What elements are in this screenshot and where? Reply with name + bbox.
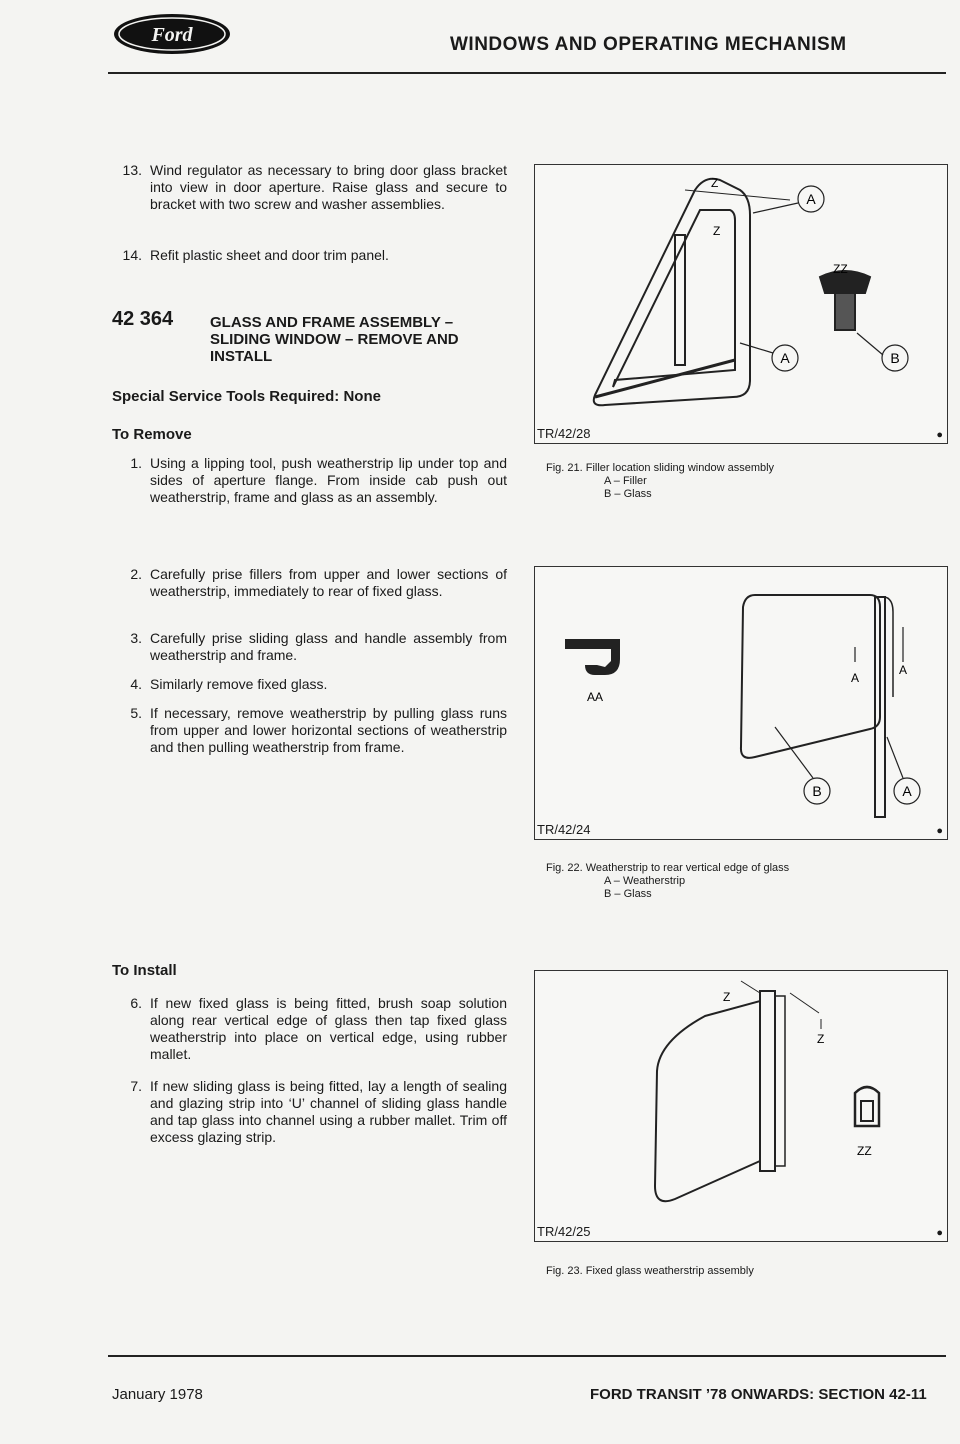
step-number: 13. — [122, 162, 142, 178]
fig23-label-z: Z — [723, 990, 731, 1004]
step-number: 1. — [130, 455, 142, 471]
fig21-label-z: Z — [711, 176, 719, 190]
fig22-label-a-inner: A — [851, 671, 860, 685]
step-text: Carefully prise fillers from upper and lower sections of weatherstrip, immediately to rear of fixed glass. — [150, 566, 507, 599]
step-number: 14. — [122, 247, 142, 263]
step-3 — [112, 630, 507, 664]
caption-item: B – Glass — [604, 888, 652, 900]
fig22-label-b: B — [812, 783, 822, 799]
remove-heading: To Remove — [112, 426, 192, 443]
step-1 — [112, 455, 507, 506]
step-text: Refit plastic sheet and door trim panel. — [150, 247, 389, 263]
fig21-label-b: B — [890, 350, 900, 366]
fig-21-illustration — [535, 165, 947, 443]
header-divider — [108, 72, 946, 74]
step-number: 4. — [130, 676, 142, 692]
fig22-label-aa: AA — [587, 690, 604, 704]
step-number: 6. — [130, 995, 142, 1011]
step-text: If new sliding glass is being fitted, lay a length of sealing and glazing strip into ‘U’ channel of sliding glass handle and tap glass into channel using a rubber mallet. Trim off excess glazing strip. — [150, 1078, 507, 1145]
figure-mark: ● — [936, 825, 943, 837]
fig-22-illustration — [535, 567, 947, 839]
fig23-label-zz: ZZ — [857, 1144, 872, 1158]
step-14 — [112, 247, 507, 264]
fig21-label-a: A — [806, 191, 816, 207]
install-heading: To Install — [112, 962, 177, 979]
figure-23 — [534, 970, 948, 1242]
step-text: If necessary, remove weatherstrip by pulling glass runs from upper and lower horizontal sections of weatherstrip and then pulling weatherstrip from frame. — [150, 705, 507, 755]
caption-title: Fig. 23. Fixed glass weatherstrip assembly — [546, 1265, 754, 1277]
fig21-label-zz: ZZ — [833, 262, 848, 276]
figure-21 — [534, 164, 948, 444]
figure-23-caption — [546, 1265, 754, 1278]
step-number: 3. — [130, 630, 142, 646]
step-4 — [112, 676, 507, 693]
step-7 — [112, 1078, 507, 1146]
figure-mark: ● — [936, 1227, 943, 1239]
figure-ref: TR/42/28 — [537, 426, 591, 441]
figure-22-caption — [546, 862, 789, 901]
special-tools-heading: Special Service Tools Required: None — [112, 388, 381, 405]
fig-23-illustration — [535, 971, 947, 1241]
fig21-label-a-lower: A — [780, 350, 790, 366]
fig23-label-z-right: Z — [817, 1032, 825, 1046]
figure-ref: TR/42/25 — [537, 1224, 591, 1239]
section-number: 42 364 — [112, 308, 174, 330]
step-text: Using a lipping tool, push weatherstrip lip under top and sides of aperture flange. From inside cab push out weatherstrip, frame and glass as an assembly. — [150, 455, 507, 505]
page-header-title: WINDOWS AND OPERATING MECHANISM — [450, 34, 847, 55]
step-text: If new fixed glass is being fitted, brush soap solution along rear vertical edge of glass then tap fixed glass weatherstrip into place on vertical edge, using rubber mallet. — [150, 995, 507, 1062]
footer-date: January 1978 — [112, 1386, 203, 1403]
step-number: 5. — [130, 705, 142, 721]
fig21-label-z-lower: Z — [713, 224, 721, 238]
logo-text: Ford — [151, 24, 193, 46]
caption-item: B – Glass — [604, 488, 652, 500]
caption-item: A – Weatherstrip — [604, 875, 686, 887]
step-text: Similarly remove fixed glass. — [150, 676, 328, 692]
figure-21-caption — [546, 462, 774, 501]
step-number: 7. — [130, 1078, 142, 1094]
figure-22 — [534, 566, 948, 840]
section-title: GLASS AND FRAME ASSEMBLY – SLIDING WINDOW – REMOVE AND INSTALL — [210, 314, 459, 365]
step-5 — [112, 705, 507, 756]
footer-title: FORD TRANSIT ’78 ONWARDS: SECTION 42-11 — [590, 1386, 927, 1403]
step-number: 2. — [130, 566, 142, 582]
fig22-label-a-right: A — [899, 663, 908, 677]
fig22-label-a: A — [902, 783, 912, 799]
figure-ref: TR/42/24 — [537, 822, 591, 837]
ford-logo — [112, 12, 232, 56]
footer-divider — [108, 1355, 946, 1357]
step-2 — [112, 566, 507, 600]
step-6 — [112, 995, 507, 1063]
step-text: Wind regulator as necessary to bring door glass bracket into view in door aperture. Raise glass and secure to bracket with two screw and washer assemblies. — [150, 162, 507, 212]
figure-mark: ● — [936, 429, 943, 441]
step-13 — [112, 162, 507, 213]
caption-item: A – Filler — [604, 475, 647, 487]
step-text: Carefully prise sliding glass and handle assembly from weatherstrip and frame. — [150, 630, 507, 663]
caption-title: Fig. 21. Filler location sliding window assembly — [546, 462, 775, 474]
caption-title: Fig. 22. Weatherstrip to rear vertical edge of glass — [546, 862, 790, 874]
